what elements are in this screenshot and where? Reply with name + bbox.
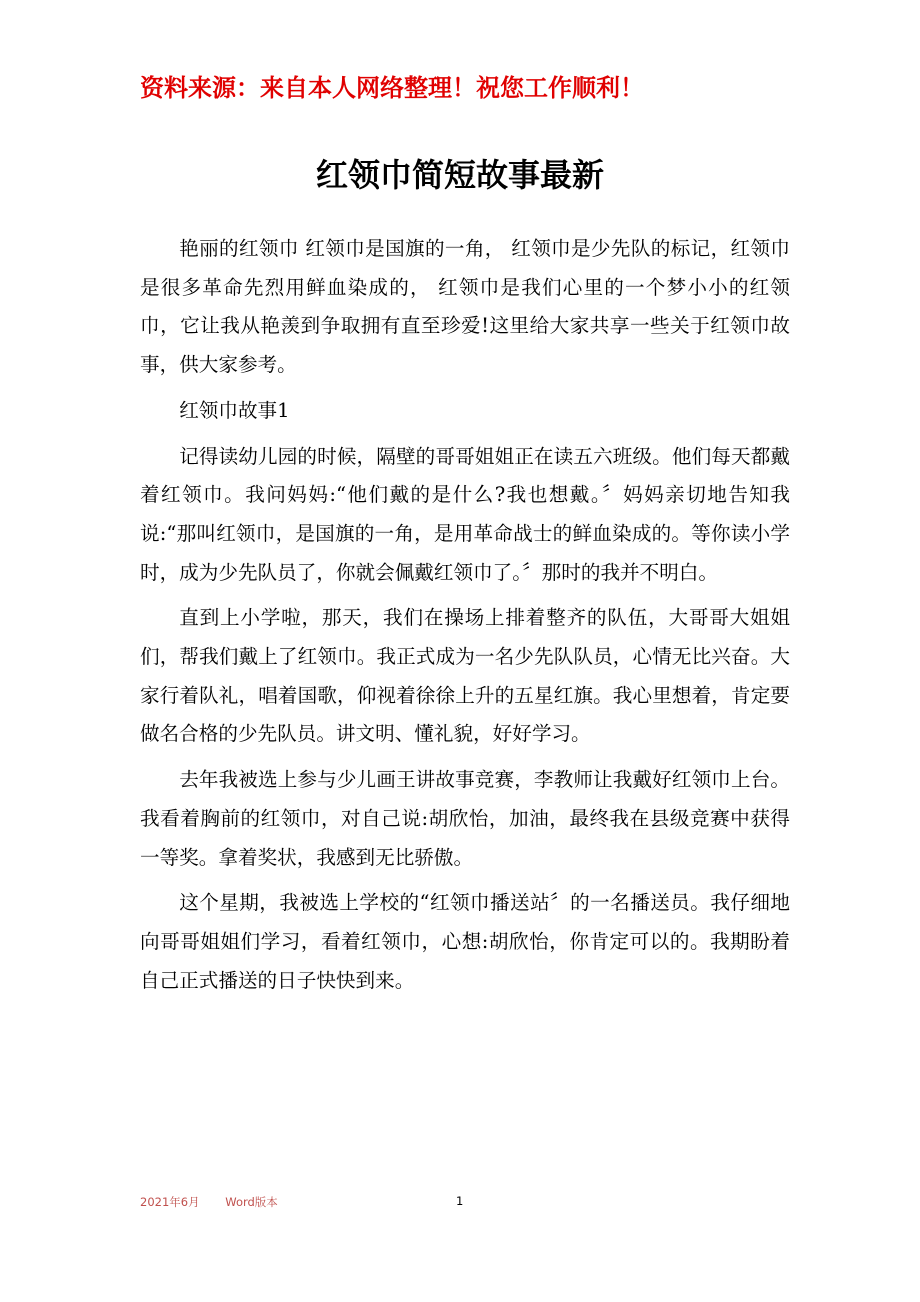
footer-date: 2021年6月: [140, 1195, 200, 1209]
paragraph-kindergarten: 记得读幼儿园的时候，隔壁的哥哥姐姐正在读五六班级。他们每天都戴着红领巾。我问妈妈:“他们戴的是什么?我也想戴。〞妈妈亲切地告知我说:“那叫红领巾，是国旗的一角，是用革命战士的鲜血染成的。等你读小学时，成为少先队员了，你就会佩戴红领巾了。〞那时的我并不明白。: [140, 444, 790, 584]
page-number: 1: [456, 1194, 464, 1208]
paragraph-competition: 去年我被选上参与少儿画王讲故事竞赛，李教师让我戴好红领巾上台。我看着胸前的红领巾，对自己说:胡欣怡，加油，最终我在县级竞赛中获得一等奖。拿着奖状，我感到无比骄傲。: [140, 768, 790, 869]
body-text: [140, 230, 790, 1007]
page-footer: [140, 1194, 790, 1214]
document-title: 红领巾简短故事最新: [315, 156, 604, 194]
paragraph-intro: 艳丽的红领巾 红领巾是国旗的一角， 红领巾是少先队的标记，红领巾是很多革命先烈用鲜血染成的， 红领巾是我们心里的一个梦小小的红领巾，它让我从艳羡到争取拥有直至珍爱!这里给大家共享一些关于红领巾故事，供大家参考。: [140, 237, 790, 377]
source-banner: 资料来源：来自本人网络整理！祝您工作顺利！: [140, 74, 644, 102]
paragraph-broadcast: 这个星期，我被选上学校的“红领巾播送站〞的一名播送员。我仔细地向哥哥姐姐们学习，看着红领巾，心想:胡欣怡，你肯定可以的。我期盼着自己正式播送的日子快快到来。: [140, 891, 790, 992]
footer-left: [140, 1194, 300, 1210]
paragraph-primary-school: 直到上小学啦，那天，我们在操场上排着整齐的队伍，大哥哥大姐姐们，帮我们戴上了红领巾。我正式成为一名少先队队员，心情无比兴奋。大家行着队礼，唱着国歌，仰视着徐徐上升的五星红旗。我心里想着，肯定要做名合格的少先队员。讲文明、懂礼貌，好好学习。: [140, 606, 790, 746]
section-heading: 红领巾故事1: [179, 398, 290, 422]
footer-version: Word版本: [225, 1195, 278, 1209]
